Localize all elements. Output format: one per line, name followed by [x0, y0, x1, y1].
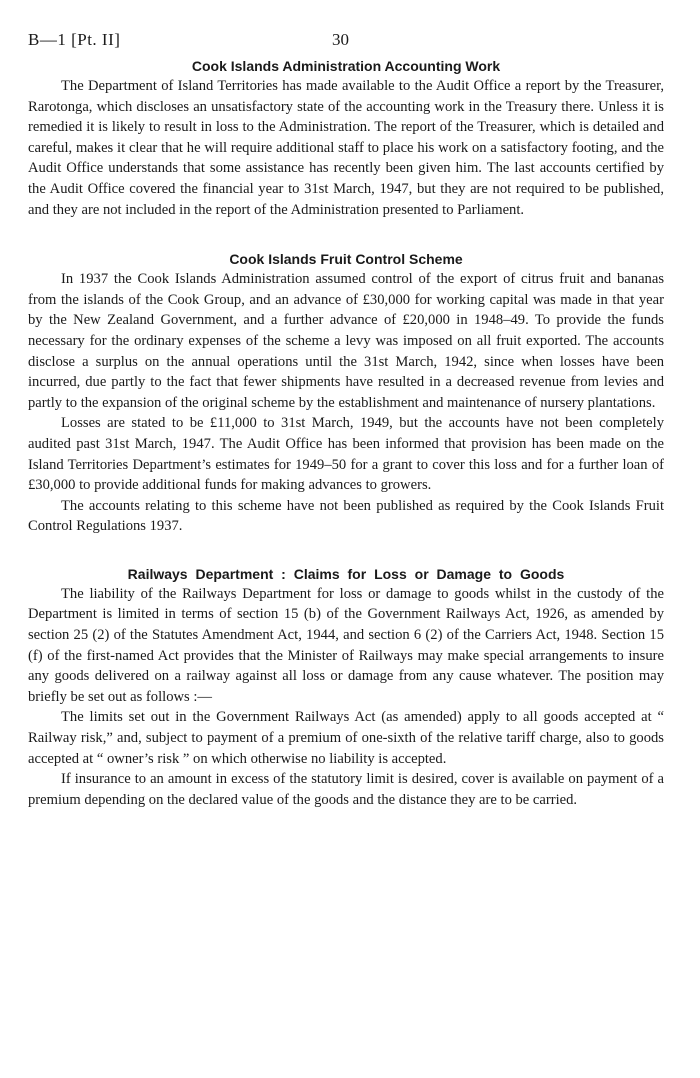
section-accounting-work	[28, 56, 664, 220]
page-header	[28, 30, 664, 56]
section-title: Cook Islands Administration Accounting Work	[191, 58, 501, 74]
page-number: 30	[332, 30, 349, 49]
section-title: Cook Islands Fruit Control Scheme	[229, 251, 463, 268]
paragraph: Losses are stated to be £11,000 to 31st March, 1949, but the accounts have not been completely audited past 31st March, 1947. The Audit Office has been informed that provision has been made on the Island Territories Department’s estimates for 1949–50 for a grant to cover this loss and for a further loan of £30,000 to provide additional funds for making advances to growers.	[28, 415, 664, 494]
document-page	[28, 30, 664, 810]
section-title: Railways Department : Claims for Loss or Damage to Goods	[127, 565, 565, 582]
paragraph: In 1937 the Cook Islands Administration assumed control of the export of citrus fruit and bananas from the islands of the Cook Group, and an advance of £30,000 for working capital was made in that year by the New Zealand Government, and a further advance of £20,000 in 1948–49. To provide the funds necessary for the ordinary expenses of the scheme a levy was imposed on all fruit exported. The accounts disclose a surplus on the annual operations until the 31st March, 1942, since when losses have been incurred, due partly to the fact that fewer shipments have resulted in a decreased revenue from levies and partly to the expansion of the original scheme by the establishment and maintenance of nursery plantations.	[28, 271, 664, 411]
section-fruit-control	[28, 249, 664, 537]
paragraph: The limits set out in the Government Railways Act (as amended) apply to all goods accepted at “ Railway risk,” and, subject to payment of a premium of one-sixth of the relative tariff charge, also to goods accepted at “ owner’s risk ” on which otherwise no liability is accepted.	[28, 709, 664, 767]
paragraph: The Department of Island Territories has made available to the Audit Office a report by the Treasurer, Rarotonga, which discloses an unsatisfactory state of the accounting work in the Treasury there. Unless it is remedied it is likely to result in loss to the Administration. The report of the Treasurer, which is detailed and careful, makes it clear that he will require additional staff to place his work on a satisfactory footing, and the Audit Office understands that some assistance has recently been given him. The last accounts certified by the Audit Office covered the financial year to 31st March, 1947, but they are not required to be published, and they are not included in the report of the Administration presented to Parliament.	[28, 78, 664, 218]
paragraph: The accounts relating to this scheme have not been published as required by the Cook Islands Fruit Control Regulations 1937.	[28, 497, 664, 535]
document-code: B—1 [Pt. II]	[28, 30, 121, 49]
section-railways	[28, 564, 664, 811]
paragraph: If insurance to an amount in excess of the statutory limit is desired, cover is available on payment of a premium depending on the declared value of the goods and the distance they are to be carried.	[28, 771, 664, 808]
paragraph: The liability of the Railways Department for loss or damage to goods whilst in the custody of the Department is limited in terms of section 15 (b) of the Government Railways Act, 1926, as amended by section 25 (2) of the Statutes Amendment Act, 1944, and section 6 (2) of the Carriers Act, 1948. Section 15 (f) of the first-named Act provides that the Minister of Railways may make special arrangements to insure any goods delivered on a railway against all loss or damage from any cause whatever. The position may briefly be set out as follows :—	[28, 585, 664, 705]
